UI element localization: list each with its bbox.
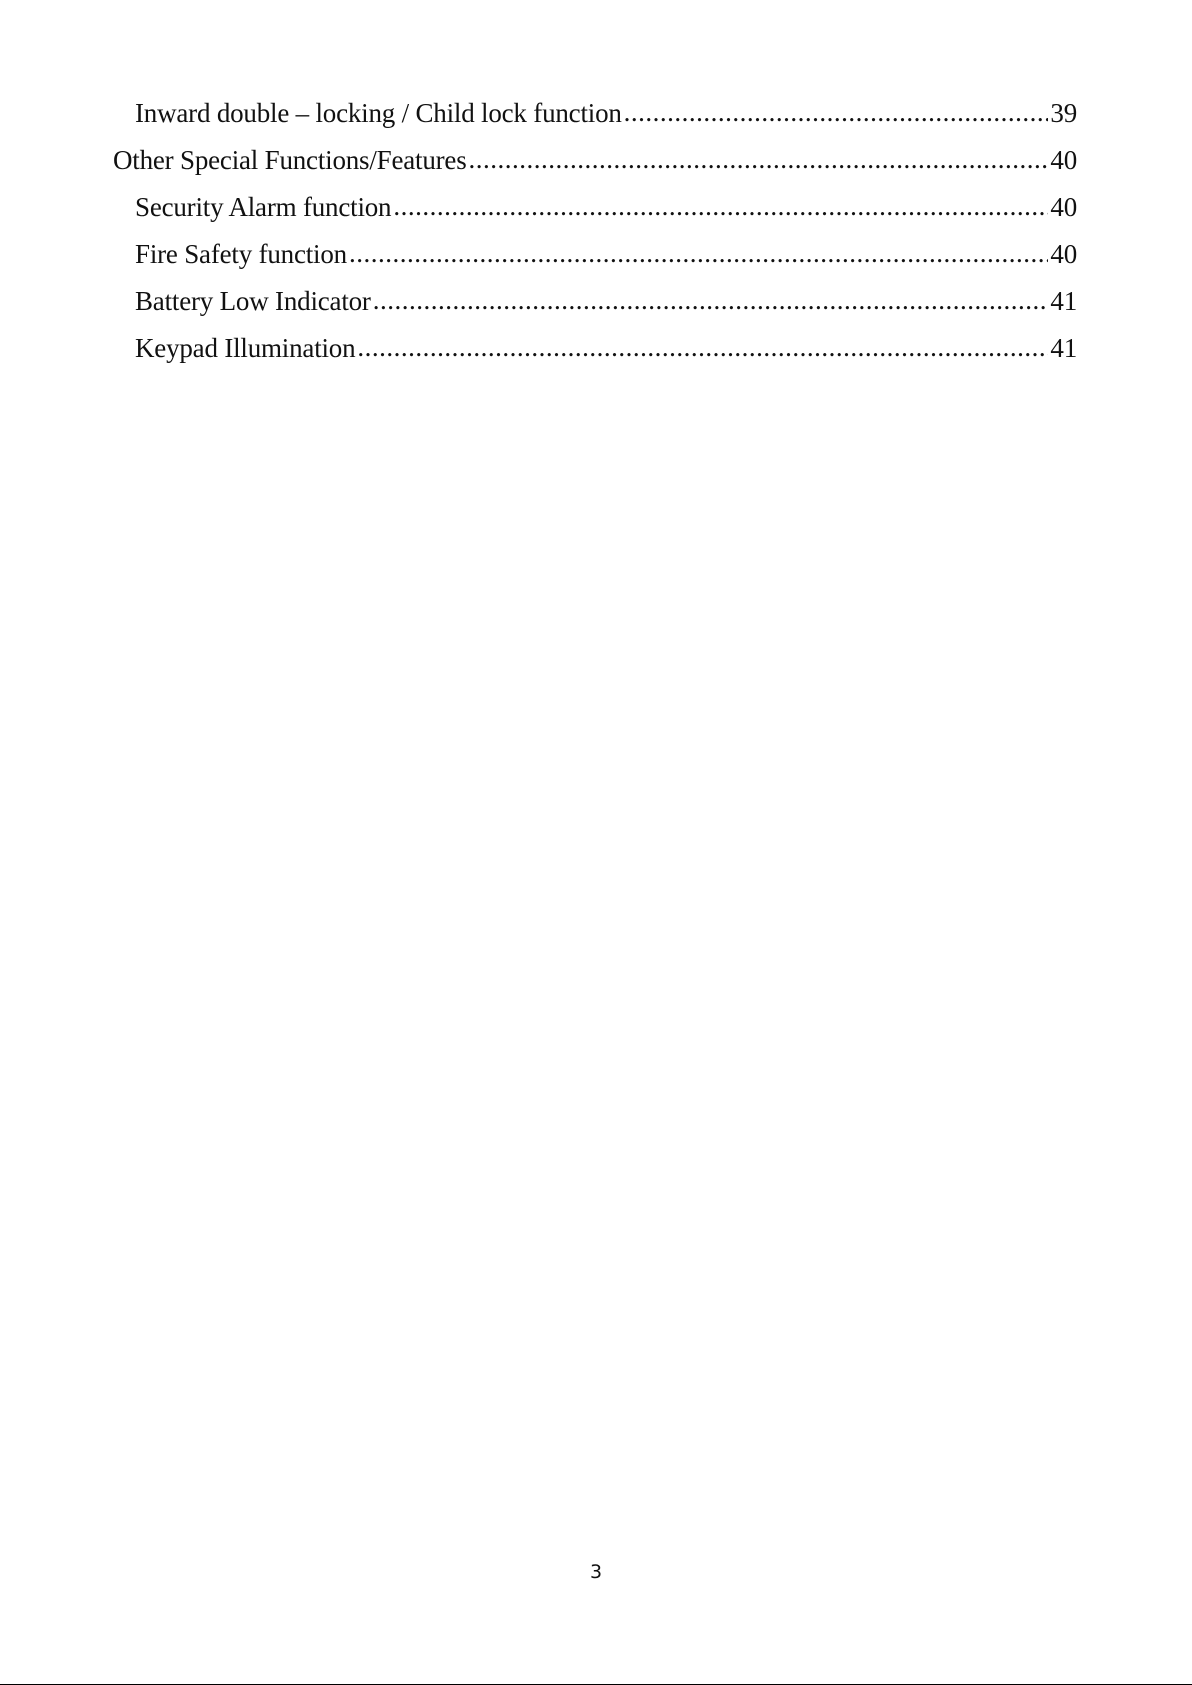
toc-entry[interactable] — [113, 184, 1077, 231]
toc-dot-leader — [357, 324, 1048, 371]
toc-dot-leader — [469, 136, 1049, 183]
toc-entry[interactable] — [113, 231, 1077, 278]
toc-dot-leader — [349, 230, 1048, 277]
toc-dot-leader — [624, 89, 1049, 136]
table-of-contents — [113, 90, 1077, 372]
toc-entry-title: Fire Safety function — [135, 239, 347, 269]
toc-entry-page: 41 — [1050, 286, 1077, 316]
toc-entry[interactable] — [113, 325, 1077, 372]
toc-entry-title: Battery Low Indicator — [135, 286, 371, 316]
toc-dot-leader — [393, 183, 1048, 230]
toc-entry-page: 41 — [1050, 333, 1077, 363]
toc-entry-title: Security Alarm function — [135, 192, 392, 222]
toc-entry-page: 40 — [1050, 239, 1077, 269]
toc-entry[interactable] — [113, 278, 1077, 325]
toc-entry-title: Inward double – locking / Child lock function — [135, 98, 622, 128]
toc-entry-page: 40 — [1050, 145, 1077, 175]
toc-dot-leader — [373, 277, 1049, 324]
toc-entry[interactable] — [113, 90, 1077, 137]
page-number: 3 — [589, 1561, 603, 1583]
toc-entry-title: Other Special Functions/Features — [113, 145, 467, 175]
toc-entry-page: 39 — [1050, 98, 1077, 128]
toc-entry[interactable] — [113, 137, 1077, 184]
toc-entry-title: Keypad Illumination — [135, 333, 356, 363]
toc-entry-page: 40 — [1050, 192, 1077, 222]
